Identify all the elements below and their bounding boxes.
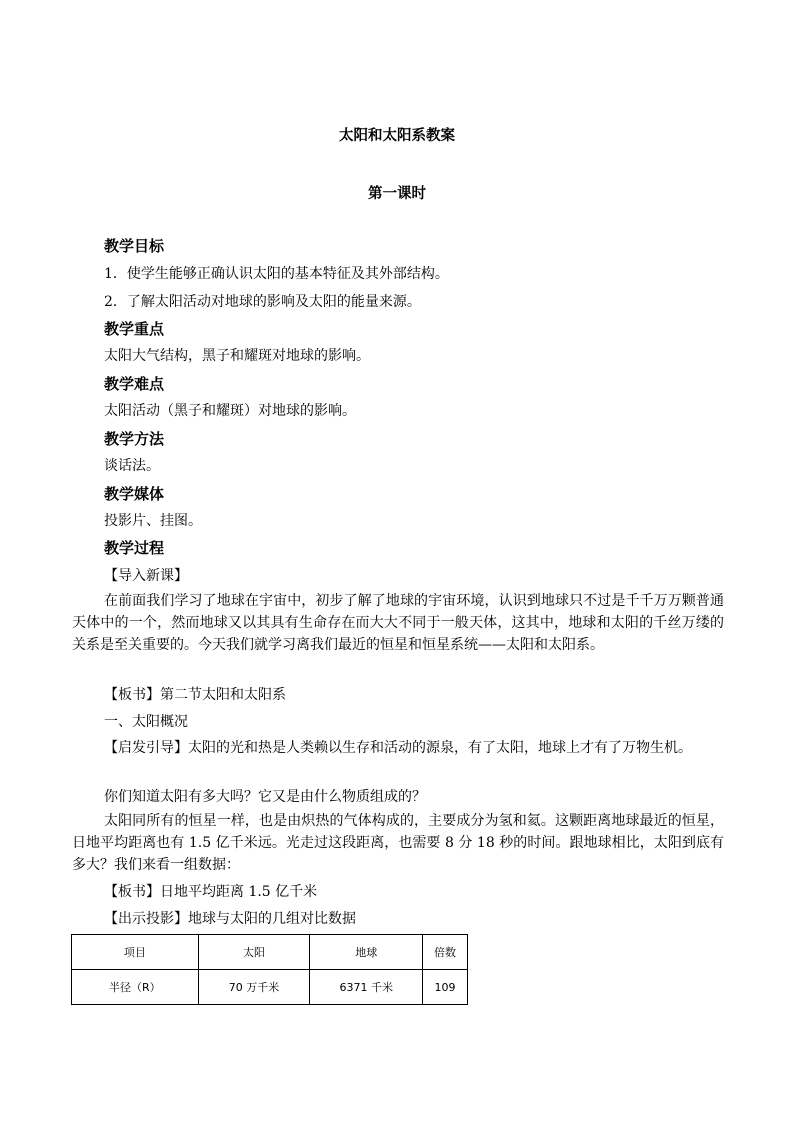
media-heading: 教学媒体 [104, 485, 165, 503]
sun-paragraph: 太阳同所有的恒星一样，也是由炽热的气体构成的，主要成分为氢和氦。这颗距离地球最近的恒星，日地平均距离也有 1.5 亿千米远。光走过这段距离，也需要 8 分 18 秒的时间。跟地球相比，太阳到底有多大？我们来看一组数据： [72, 813, 724, 873]
intro-paragraph: 在前面我们学习了地球在宇宙中，初步了解了地球的宇宙环境，认识到地球只不过是千千万万颗普通天体中的一个，然而地球又以其具有生命存在而大大不同于一般天体，这其中，地球和太阳的千丝万缕的关系是至关重要的。今天我们就学习离我们最近的恒星和恒星系统——太阳和太阳系。 [72, 593, 724, 653]
lesson-subtitle: 第一课时 [368, 185, 426, 202]
table-cell: 70 万千米 [198, 970, 310, 1005]
key-points-heading: 教学重点 [104, 320, 165, 338]
media-text: 投影片、挂图。 [104, 513, 202, 529]
comparison-table [71, 934, 468, 1005]
method-heading: 教学方法 [104, 430, 165, 448]
table-cell: 6371 千米 [310, 970, 423, 1005]
table-header-cell: 地球 [310, 935, 423, 970]
board-note-2: 【板书】日地平均距离 1.5 亿千米 [104, 884, 318, 900]
intro-tag: 【导入新课】 [104, 568, 188, 584]
document-title: 太阳和太阳系教案 [339, 127, 455, 144]
objective-1: 1．使学生能够正确认识太阳的基本特征及其外部结构。 [104, 266, 449, 282]
difficulties-text: 太阳活动（黑子和耀斑）对地球的影响。 [104, 403, 356, 419]
board-note-1: 【板书】第二节太阳和太阳系 [104, 687, 286, 703]
guide-paragraph [72, 737, 724, 759]
projection-line [104, 908, 724, 928]
table-header-row [72, 935, 468, 970]
table-row [72, 970, 468, 1005]
guide-text: 太阳的光和热是人类赖以生存和活动的源泉，有了太阳，地球上才有了万物生机。 [188, 740, 692, 756]
table-cell: 半径（R） [72, 970, 199, 1005]
objective-2: 2．了解太阳活动对地球的影响及太阳的能量来源。 [104, 294, 421, 310]
objectives-heading: 教学目标 [104, 237, 165, 255]
guide-tag: 【启发引导】 [104, 740, 188, 756]
process-heading: 教学过程 [104, 539, 165, 557]
question-line: 你们知道太阳有多大吗？它又是由什么物质组成的？ [104, 789, 426, 805]
section-sun-overview: 一、太阳概况 [104, 714, 188, 730]
table-header-cell: 太阳 [198, 935, 310, 970]
table-header-cell: 项目 [72, 935, 199, 970]
method-text: 谈话法。 [104, 458, 160, 474]
table-cell: 109 [423, 970, 468, 1005]
key-points-text: 太阳大气结构，黑子和耀斑对地球的影响。 [104, 348, 370, 364]
difficulties-heading: 教学难点 [104, 375, 165, 393]
projection-text: 地球与太阳的几组对比数据 [188, 911, 356, 927]
table-header-cell: 倍数 [423, 935, 468, 970]
projection-tag: 【出示投影】 [104, 911, 188, 927]
